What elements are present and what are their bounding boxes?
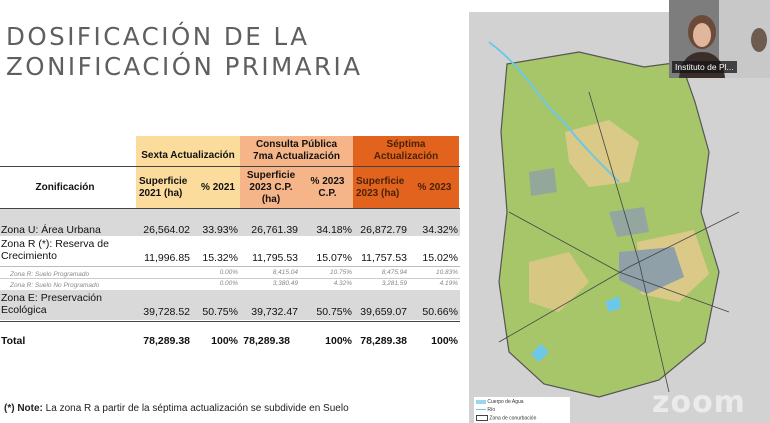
row-r-sup2021: 11,996.85: [144, 252, 190, 264]
legend-item-conurbation: [476, 415, 536, 421]
row-rnp-label: Zona R: Suelo No Programado: [10, 282, 100, 289]
col-zonificacion: [0, 167, 136, 208]
row-r-pct2023cp: 15.07%: [316, 252, 352, 264]
col-zonificacion-label: Zonificación: [35, 181, 95, 193]
legend-item-river-label: Río: [487, 407, 496, 413]
row-u-pct2023cp: 34.18%: [316, 224, 352, 236]
header-consulta-label: Consulta Pública 7ma Actualización: [253, 139, 340, 162]
col-sup2023cp-label: Superficie 2023 C.P. (ha): [246, 169, 296, 205]
row-rp-pct2023: 10.83%: [435, 269, 458, 276]
row-e-sup2023cp: 39,732.47: [251, 306, 298, 318]
row-r-sup2023cp: 11,795.53: [252, 252, 298, 264]
row-u-pct2021: 33.93%: [202, 224, 238, 236]
row-e-pct2023cp: 50.75%: [316, 306, 352, 318]
row-e-sup2021: 39,728.52: [143, 306, 190, 318]
row-total-pct2021: 100%: [211, 335, 238, 347]
row-u-label: Zona U: Área Urbana: [1, 224, 101, 236]
row-rp-label: Zona R: Suelo Programado: [10, 271, 90, 278]
row-u-sup2023: 26,872.79: [360, 224, 407, 236]
row-total-pct2023: 100%: [431, 335, 458, 347]
header-sexta: [136, 136, 240, 166]
header-septima: [353, 136, 459, 166]
legend-item-water: [476, 399, 524, 405]
conurbation-swatch-icon: [476, 415, 488, 421]
row-u-pct2023: 34.32%: [422, 224, 458, 236]
row-u-sup2023cp: 26,761.39: [251, 224, 298, 236]
row-r-pct2023: 15.02%: [422, 252, 458, 264]
row-r-pct2021: 15.32%: [202, 252, 238, 264]
col-sup2023: [353, 167, 410, 208]
total-top-line: [0, 321, 460, 322]
header-consulta: [240, 136, 353, 166]
col-sup2023-label: Superficie 2023 (ha): [356, 175, 405, 199]
row-rnp-pct2023: 4.19%: [439, 280, 458, 287]
slide-title-line-2: ZONIFICACIÓN PRIMARIA: [6, 52, 363, 81]
zoom-watermark: zoom: [652, 385, 746, 420]
col-pct2021: [196, 167, 240, 208]
row-total-label: Total: [1, 335, 26, 347]
row-rnp-sup2023cp: 3,380.49: [272, 280, 298, 287]
footnote-prefix: (*) Note:: [4, 403, 43, 414]
col-sup2023cp: [240, 167, 302, 208]
row-r-label: Zona R (*): Reserva de Crecimiento: [1, 238, 109, 262]
col-sup2021: [136, 167, 196, 208]
col-pct2023cp: [302, 167, 353, 208]
map-legend: [474, 397, 570, 423]
row-total-sup2021: 78,289.38: [143, 335, 190, 347]
row-total-sup2023: 78,289.38: [360, 335, 407, 347]
row-e-pct2023: 50.66%: [422, 306, 458, 318]
row-rnp-sup2023: 3,281.59: [381, 280, 407, 287]
participant-name: Instituto de Pl...: [672, 61, 737, 73]
row-e-pct2021: 50.75%: [202, 306, 238, 318]
legend-item-conurbation-label: Zona de conurbación: [489, 415, 537, 422]
legend-item-river: [476, 407, 495, 413]
col-pct2021-label: % 2021: [201, 181, 235, 193]
footnote: [4, 403, 349, 415]
legend-item-water-label: Cuerpo de Agua: [487, 399, 524, 405]
row-e-label: Zona E: Preservación Ecológica: [1, 292, 102, 316]
col-pct2023-label: % 2023: [417, 181, 452, 193]
row-rp-sup2023: 8,475.94: [381, 269, 407, 276]
row-rp-divider: [0, 278, 460, 279]
col-sup2021-label: Superficie 2021 (ha): [139, 175, 188, 199]
river-line-icon: [476, 409, 486, 410]
row-rnp-pct2021: 0.00%: [219, 280, 238, 287]
header-sexta-label: Sexta Actualización: [141, 150, 235, 161]
row-rnp-pct2023cp: 4.32%: [333, 280, 352, 287]
water-swatch-icon: [476, 400, 486, 404]
row-r-divider: [0, 266, 460, 267]
row-rp-pct2023cp: 10.75%: [329, 269, 352, 276]
row-rp-pct2021: 0.00%: [219, 269, 238, 276]
slide-title-line-1: DOSIFICACIÓN DE LA: [6, 22, 310, 51]
slide-title: [6, 22, 426, 82]
col-pct2023: [410, 167, 459, 208]
row-total-pct2023cp: 100%: [325, 335, 352, 347]
row-u-sup2021: 26,564.02: [143, 224, 190, 236]
footnote-text: La zona R a partir de la séptima actualización se subdivide en Suelo: [45, 403, 349, 414]
row-rp-sup2023cp: 8,415.04: [272, 269, 298, 276]
col-pct2023cp-label: % 2023 C.P.: [310, 175, 345, 199]
row-r-sup2023: 11,757.53: [361, 252, 407, 264]
row-total-sup2023cp: 78,289.38: [243, 335, 290, 347]
row-e-sup2023: 39,659.07: [360, 306, 407, 318]
header-septima-label: Séptima Actualización: [373, 139, 439, 162]
